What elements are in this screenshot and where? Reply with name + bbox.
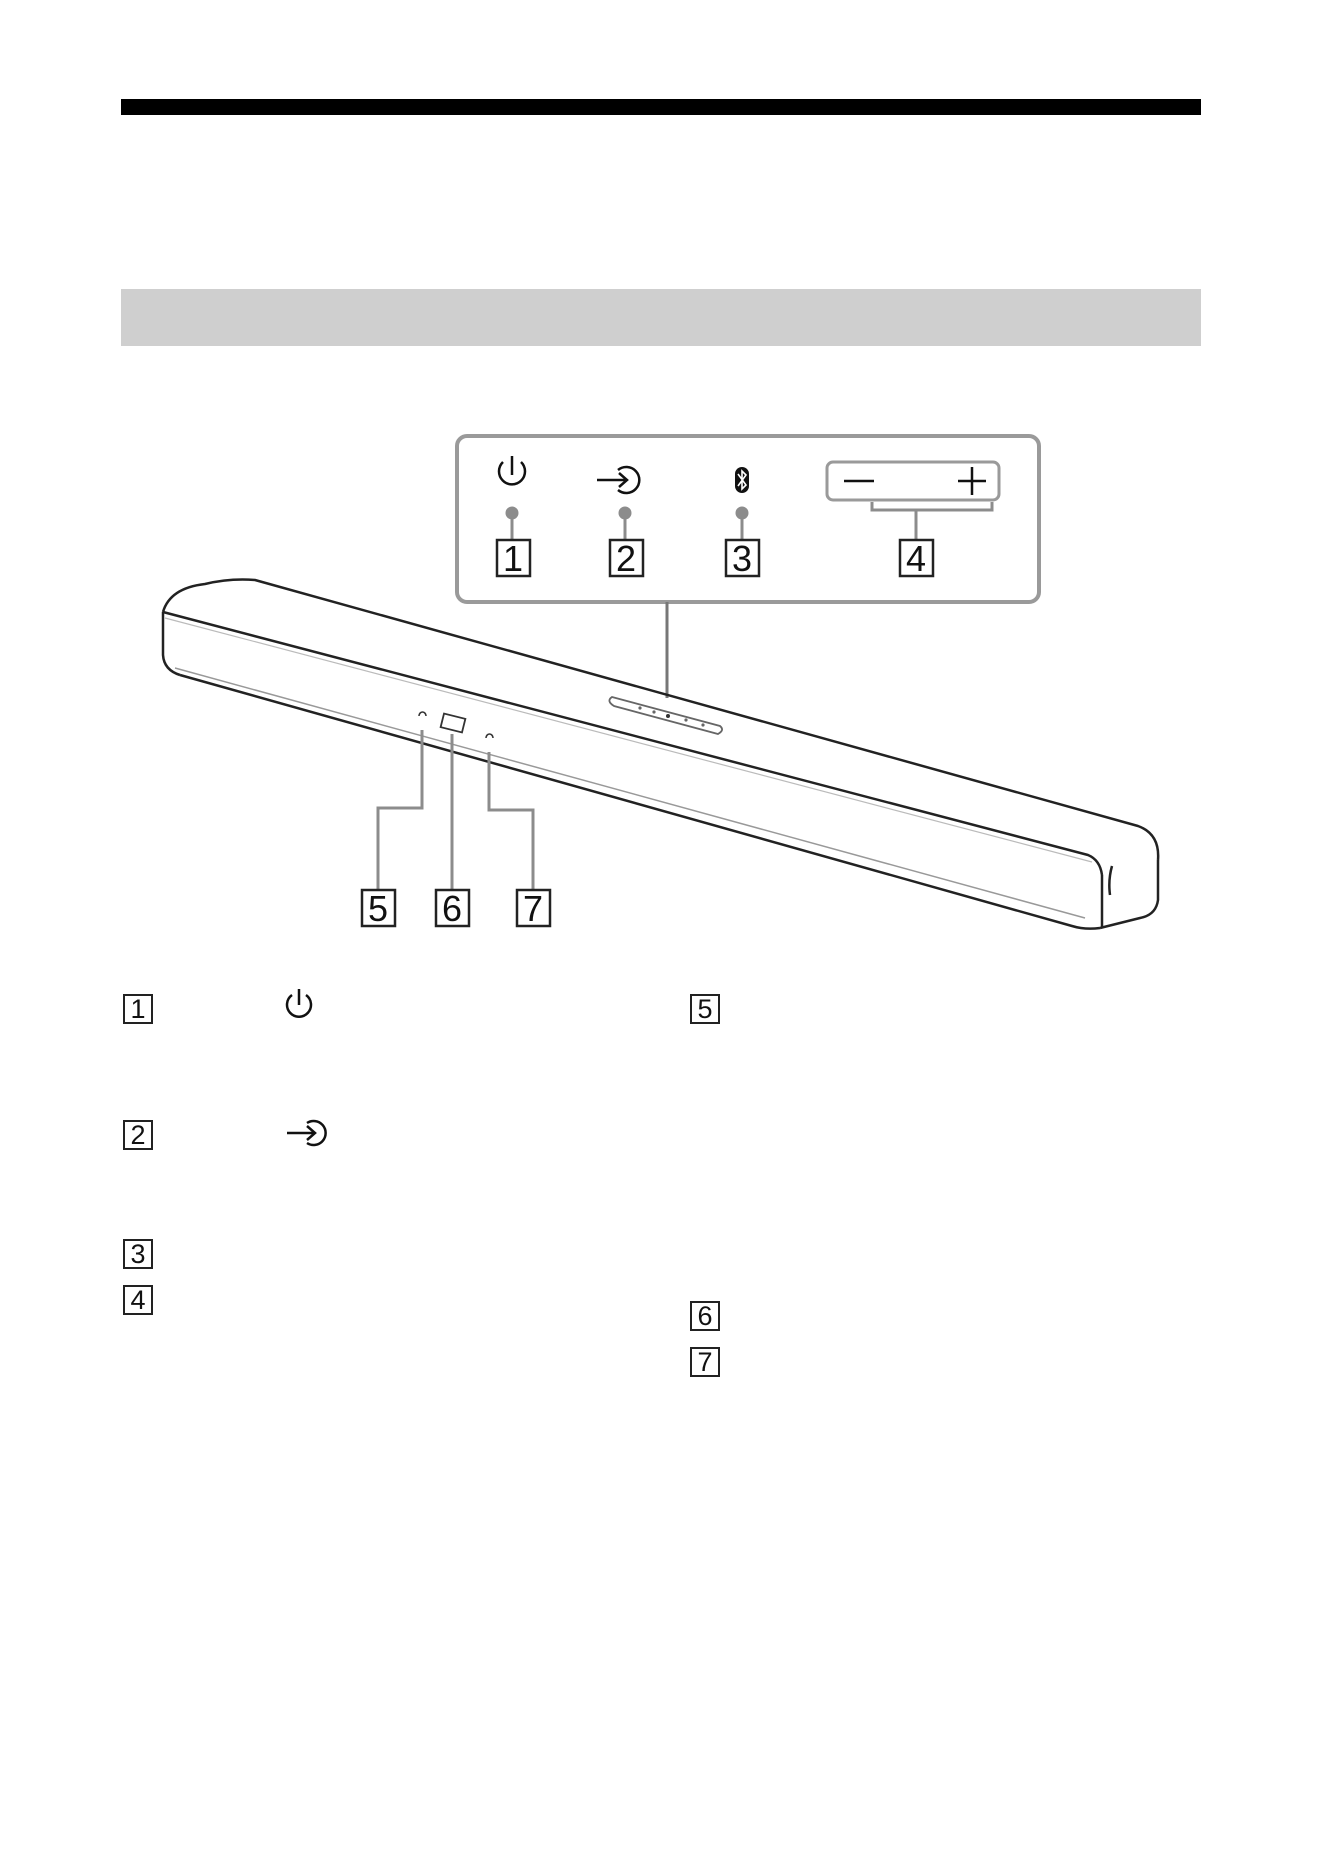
callout-box-1 <box>497 538 530 579</box>
legend-marker-5: 5 <box>690 994 720 1024</box>
svg-text:5: 5 <box>367 888 389 929</box>
soundbar-body <box>163 580 1158 929</box>
plus-icon <box>958 467 986 495</box>
power-icon <box>282 986 316 1020</box>
legend-marker-4: 4 <box>123 1285 153 1315</box>
callout-box-4 <box>900 538 933 579</box>
svg-text:4: 4 <box>905 538 927 579</box>
input-icon <box>285 1116 337 1150</box>
callout-box-2 <box>610 538 643 579</box>
callout-box-5 <box>362 888 395 929</box>
legend-marker-1: 1 <box>123 994 153 1024</box>
legend-marker-3: 3 <box>123 1239 153 1269</box>
bluetooth-icon <box>735 467 749 493</box>
legend-marker-6: 6 <box>690 1301 720 1331</box>
svg-text:3: 3 <box>731 538 753 579</box>
callout-box-3 <box>726 538 759 579</box>
front-display <box>441 714 466 733</box>
svg-text:1: 1 <box>502 538 524 579</box>
svg-text:7: 7 <box>522 888 544 929</box>
power-icon <box>499 456 525 484</box>
front-sensor-right <box>486 734 493 738</box>
callout-box-7 <box>517 888 550 929</box>
input-icon <box>597 467 639 493</box>
legend-marker-7: 7 <box>690 1347 720 1377</box>
legend-marker-2: 2 <box>123 1120 153 1150</box>
svg-text:2: 2 <box>615 538 637 579</box>
callout-box-6 <box>436 888 469 929</box>
front-sensor-left <box>419 712 426 716</box>
svg-text:6: 6 <box>441 888 463 929</box>
top-control-strip <box>609 697 722 734</box>
